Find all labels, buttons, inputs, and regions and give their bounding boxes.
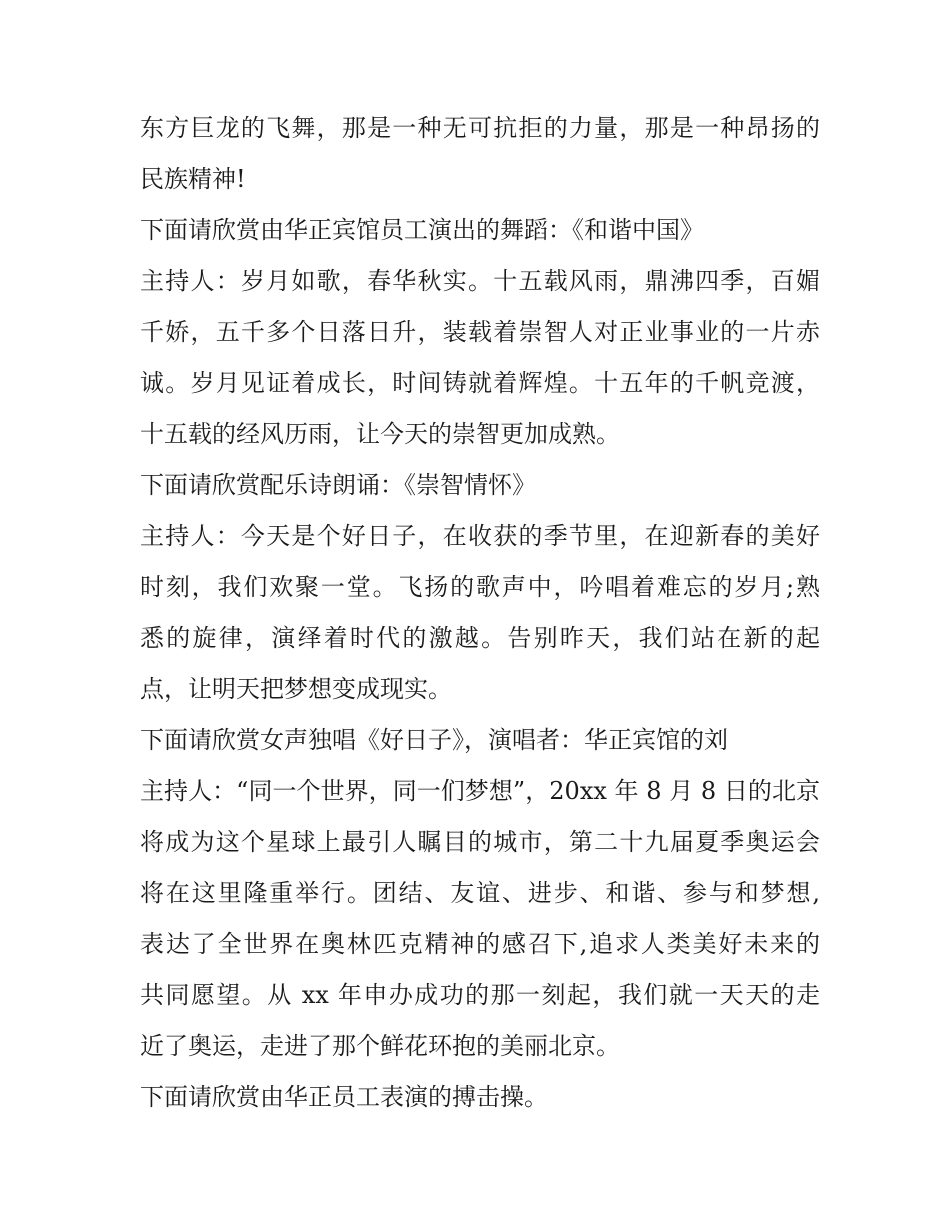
text-line: 时刻，我们欢聚一堂。飞扬的歌声中，吟唱着难忘的岁月;熟	[140, 573, 820, 601]
text-line: 将成为这个星球上最引人瞩目的城市，第二十九届夏季奥运会	[140, 828, 820, 856]
text-line: 点，让明天把梦想变成现实。	[140, 675, 452, 703]
text-line: 东方巨龙的飞舞，那是一种无可抗拒的力量，那是一种昂扬的	[140, 114, 820, 142]
text-line: 将在这里隆重举行。团结、友谊、进步、和谐、参与和梦想,	[140, 879, 820, 907]
text-line: 下面请欣赏由华正宾馆员工演出的舞蹈：《和谐中国》	[140, 216, 704, 244]
text-line: 近了奥运，走进了那个鲜花环抱的美丽北京。	[140, 1032, 620, 1060]
text-line: 下面请欣赏由华正员工表演的搏击操。	[140, 1083, 548, 1111]
text-line: 十五载的经风历雨，让今天的崇智更加成熟。	[140, 420, 620, 448]
text-line: 千娇，五千多个日落日升，装载着崇智人对正业事业的一片赤	[140, 318, 820, 346]
text-line: 下面请欣赏女声独唱《好日子》，演唱者：华正宾馆的刘	[140, 726, 728, 754]
text-line: 民族精神!	[140, 165, 246, 193]
text-line: 主持人：“同一个世界，同一们梦想”，20xx 年 8 月 8 日的北京	[140, 777, 820, 805]
text-line: 主持人：岁月如歌，春华秋实。十五载风雨，鼎沸四季，百媚	[140, 267, 820, 295]
text-line: 表达了全世界在奥林匹克精神的感召下,追求人类美好未来的	[140, 930, 820, 958]
text-line: 悉的旋律，演绎着时代的激越。告别昨天，我们站在新的起	[140, 624, 820, 652]
text-line: 下面请欣赏配乐诗朗诵：《崇智情怀》	[140, 471, 536, 499]
text-line: 共同愿望。从 xx 年申办成功的那一刻起，我们就一天天的走	[140, 981, 820, 1009]
document-body	[140, 103, 820, 1123]
text-line: 诚。岁月见证着成长，时间铸就着辉煌。十五年的千帆竞渡，	[140, 369, 820, 397]
text-line: 主持人：今天是个好日子，在收获的季节里，在迎新春的美好	[140, 522, 820, 550]
